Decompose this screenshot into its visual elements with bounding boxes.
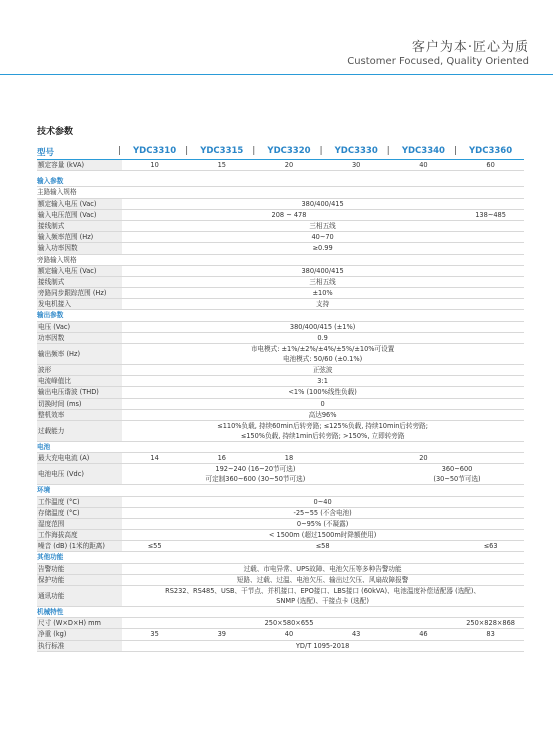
- spec-row: [37, 243, 524, 254]
- spec-row: [37, 618, 524, 629]
- spec-label: 噪音 (dB) (1米的距离): [37, 541, 122, 551]
- spec-label: 额定容量 (kVA): [37, 160, 122, 170]
- header-model: YDC3310: [133, 146, 177, 156]
- spec-table-body: [37, 160, 524, 652]
- header-model: YDC3330: [334, 146, 378, 156]
- sub-heading: [37, 255, 524, 266]
- spec-label: 工作温度 (°C): [37, 497, 122, 507]
- spec-label: 功率因数: [37, 333, 122, 343]
- group-heading: [37, 176, 524, 187]
- spec-value: 43: [351, 630, 361, 639]
- spec-row: [37, 564, 524, 575]
- spec-row: [37, 464, 524, 485]
- spec-label: 切换时间 (ms): [37, 399, 122, 409]
- spec-value: 10: [150, 161, 159, 169]
- spec-value: 支持: [316, 300, 330, 309]
- spec-value: 三相五线: [309, 277, 336, 286]
- group-heading-text: 输入参数: [37, 177, 64, 186]
- spec-value: 35: [150, 630, 159, 639]
- spec-label: 尺寸 (W×D×H) mm: [37, 618, 122, 628]
- spec-row: [37, 399, 524, 410]
- spec-row: [37, 376, 524, 387]
- spec-value: ≥0.99: [312, 244, 333, 253]
- spec-row: [37, 641, 524, 652]
- spec-label: 旁路同步跟踪范围 (Hz): [37, 288, 122, 298]
- spec-row: [37, 299, 524, 310]
- spec-row: [37, 508, 524, 519]
- spec-value: 138~485: [475, 210, 506, 219]
- group-heading-text: 其他功能: [37, 553, 64, 562]
- group-heading-text: 机械特性: [37, 608, 64, 616]
- header-model: YDC3315: [200, 146, 244, 156]
- spec-label: 输出频率 (Hz): [37, 344, 122, 364]
- section-title: 技术参数: [37, 127, 74, 137]
- spec-value: ≤55: [147, 542, 162, 551]
- spec-value: 3:1: [317, 377, 328, 386]
- spec-table: [37, 146, 524, 652]
- header-separator: |: [252, 146, 256, 156]
- spec-label: 额定输入电压 (Vac): [37, 199, 122, 209]
- spec-label: 最大充电电流 (A): [37, 453, 122, 463]
- spec-value: 0~40: [313, 497, 332, 506]
- spec-label: 输入电压范围 (Vac): [37, 210, 122, 220]
- spec-row: [37, 210, 524, 221]
- spec-row: [37, 266, 524, 277]
- spec-row: [37, 421, 524, 442]
- spec-value: 250×828×868: [466, 619, 515, 628]
- spec-value: ±10%: [312, 289, 333, 298]
- spec-value: 正弦波: [312, 366, 333, 374]
- spec-label: 发电机接入: [37, 299, 122, 309]
- spec-value: 过载、市电异常、UPS故障、电池欠压等多种告警功能: [243, 564, 402, 573]
- spec-value: 30: [351, 161, 361, 169]
- spec-row: [37, 497, 524, 508]
- header-separator: |: [454, 146, 457, 156]
- spec-row: [37, 232, 524, 243]
- spec-row: [37, 410, 524, 421]
- spec-value: 380/400/415: [301, 199, 344, 208]
- spec-value: <1% (100%线性负载): [288, 388, 357, 397]
- spec-label: 输入频率范围 (Hz): [37, 232, 122, 242]
- spec-value: 46: [419, 630, 428, 639]
- spec-label: 告警功能: [37, 564, 122, 574]
- spec-label: 电池电压 (Vdc): [37, 464, 122, 484]
- spec-value: 208 ~ 478: [271, 210, 307, 219]
- group-heading: [37, 310, 524, 321]
- spec-row: [37, 530, 524, 541]
- spec-label: 存储温度 (°C): [37, 508, 122, 518]
- group-heading-text: 输出参数: [37, 311, 64, 320]
- header-label: 型号: [37, 148, 55, 158]
- header-model: YDC3360: [469, 146, 513, 156]
- spec-value: 市电模式: ±1%/±2%/±4%/±5%/±10%可设置 电池模式: 50/60 (±0.1%): [250, 345, 395, 363]
- spec-value: 380/400/415: [301, 266, 344, 275]
- spec-value: 三相五线: [309, 221, 336, 230]
- spec-value: 360~600 (30~50节可选): [433, 465, 481, 484]
- header-separator: |: [386, 146, 390, 156]
- spec-value: 83: [486, 630, 495, 639]
- spec-label: 湿度范围: [37, 519, 122, 529]
- spec-label: 接线制式: [37, 277, 122, 287]
- spec-label: 过载能力: [37, 421, 122, 441]
- brand-divider: [0, 74, 553, 75]
- spec-value: 60: [486, 161, 495, 169]
- spec-label: 输入功率因数: [37, 243, 122, 253]
- spec-value: 短路、过载、过温、电池欠压、输出过欠压、风扇故障报警: [236, 575, 409, 584]
- spec-label: 通讯功能: [37, 586, 122, 606]
- spec-row: [37, 629, 524, 640]
- group-heading: [37, 442, 524, 453]
- group-heading-text: 环境: [37, 486, 51, 495]
- spec-label: 整机效率: [37, 410, 122, 420]
- spec-label: 额定输入电压 (Vac): [37, 266, 122, 276]
- spec-label: 净重 (kg): [37, 629, 122, 639]
- sub-heading: [37, 187, 524, 198]
- spec-value: < 1500m (超过1500m时降额使用): [268, 531, 377, 540]
- spec-row: [37, 519, 524, 530]
- spec-label: 接线制式: [37, 221, 122, 231]
- spec-row: [37, 541, 524, 552]
- spec-row: [37, 586, 524, 607]
- spec-row: [37, 199, 524, 210]
- header-separator: |: [319, 146, 323, 156]
- spec-value: 20: [284, 161, 294, 169]
- spec-value: YD/T 1095-2018: [295, 641, 350, 650]
- sub-heading-text: 主路输入规格: [37, 188, 77, 197]
- spec-label: 工作海拔高度: [37, 530, 122, 540]
- spec-row: [37, 344, 524, 365]
- header-model: YDC3340: [401, 146, 445, 156]
- spec-value: 0~95% (不凝露): [296, 519, 349, 528]
- spec-row: [37, 453, 524, 464]
- spec-value: 380/400/415 (±1%): [289, 322, 356, 331]
- spec-value: ≤63: [483, 542, 498, 551]
- header-separator: |: [118, 146, 121, 156]
- spec-value: 250×580×655: [264, 619, 314, 628]
- spec-label: 输出电压谐波 (THD): [37, 387, 122, 397]
- spec-value: 40: [284, 630, 294, 639]
- spec-value: 40: [419, 161, 428, 169]
- spec-row: [37, 288, 524, 299]
- spec-row: [37, 221, 524, 232]
- brand-slogan-cn: 客户为本·匠心为质: [411, 40, 529, 55]
- group-heading: [37, 607, 524, 618]
- spec-row: [37, 575, 524, 586]
- spec-label: 保护功能: [37, 575, 122, 585]
- spec-row: [37, 387, 524, 398]
- spec-value: 高达96%: [308, 410, 337, 419]
- spec-label: 执行标准: [37, 641, 122, 651]
- spec-value: 14: [150, 454, 159, 463]
- spec-row: [37, 160, 524, 171]
- spec-value: 192~240 (16~20节可选) 可定制360~600 (30~50节可选): [205, 465, 306, 484]
- spec-row: [37, 322, 524, 333]
- spec-value: ≤58: [315, 542, 330, 551]
- spec-value: RS232、RS485、USB、干节点、并机接口、EPO接口、LBS接口 (60kVA)、电池温度补偿适配器 (选配)、 SNMP (选配)、干接点卡 (选配): [165, 587, 481, 605]
- spec-value: 0: [320, 399, 325, 408]
- group-heading: [37, 485, 524, 496]
- spec-label: 电压 (Vac): [37, 322, 122, 332]
- spec-value: 20: [419, 454, 428, 463]
- spec-row: [37, 277, 524, 288]
- header-model: YDC3320: [267, 146, 311, 156]
- spec-value: -25~55 (不含电池): [293, 508, 352, 517]
- spec-value: 15: [217, 161, 226, 169]
- spec-row: [37, 333, 524, 344]
- spec-table-header: [37, 146, 524, 160]
- group-heading-text: 电池: [37, 442, 51, 451]
- spec-value: 0.9: [317, 333, 328, 342]
- group-heading: [37, 552, 524, 563]
- sub-heading-text: 旁路输入规格: [37, 255, 77, 264]
- brand-slogan-en: Customer Focused, Quality Oriented: [347, 56, 529, 67]
- spec-value: 18: [284, 454, 294, 463]
- spec-label: 电流峰值比: [37, 376, 122, 386]
- spec-value: 16: [217, 454, 226, 463]
- spec-value: 40~70: [311, 233, 334, 242]
- spec-value: ≤110%负载, 持续60min后转旁路; ≤125%负载, 持续10min后转旁路; ≤150%负载, 持续1min后转旁路; >150%, 立即转旁路: [217, 421, 428, 440]
- header-separator: |: [185, 146, 189, 156]
- spec-value: 39: [217, 630, 226, 639]
- spec-row: [37, 365, 524, 376]
- spec-label: 波形: [37, 365, 122, 375]
